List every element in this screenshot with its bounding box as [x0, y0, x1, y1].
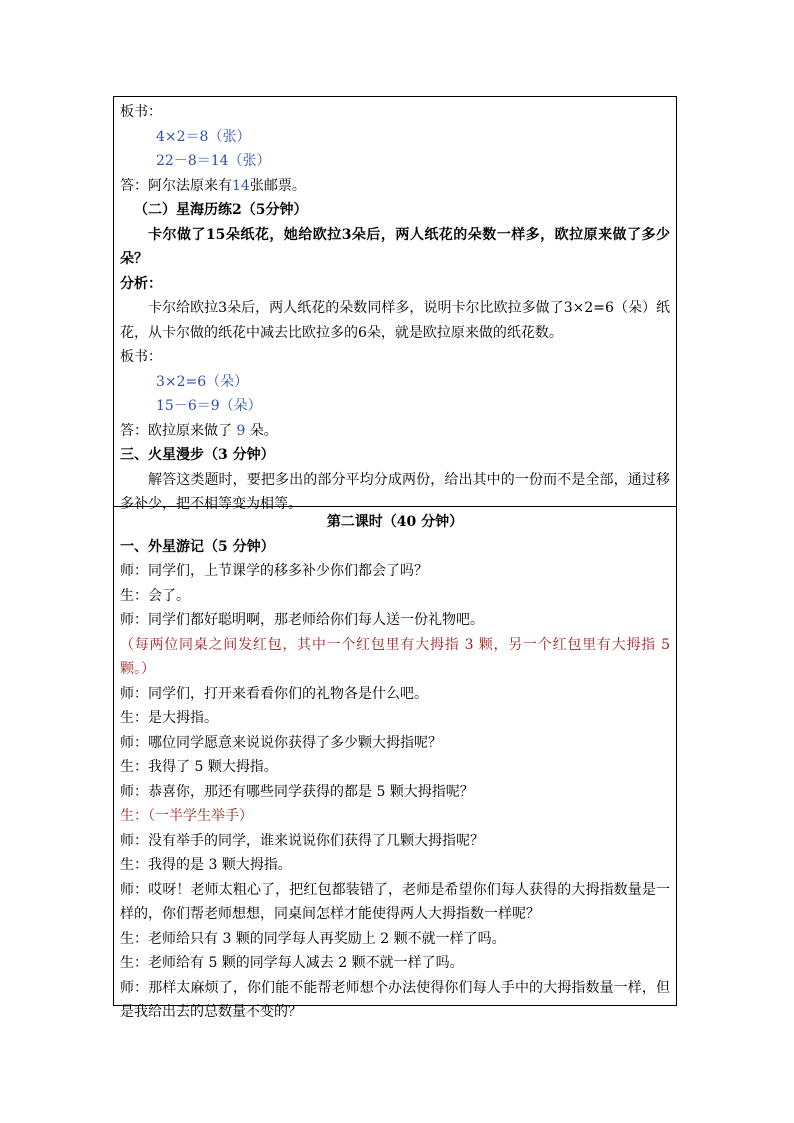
stage-direction: （一半学生举手）: [148, 808, 253, 824]
answer-number: 14: [232, 177, 250, 194]
dialogue-line: 师：没有举手的同学，谁来说说你们获得了几颗大拇指呢？: [120, 832, 484, 849]
dialogue-line: 师：恭喜你，那还有哪些同学获得的都是 5 颗大拇指呢？: [120, 783, 474, 800]
answer-line: 答：欧拉原来做了 9 朵。: [120, 422, 278, 439]
problem-text: 卡尔做了15朵纸花，她给欧拉3朵后，两人纸花的朵数一样多，欧拉原来做了多少朵？: [120, 226, 670, 267]
dialogue-line: 生：是大拇指。: [120, 710, 218, 726]
dialogue-line: 师：哎呀！老师太粗心了，把红包都装错了，老师是希望你们每人获得的大拇指数量是一样的，你们帮老师想想，同桌间怎样才能使得两人大拇指数一样呢？: [120, 881, 670, 922]
analysis-text: 卡尔给欧拉3朵后，两人纸花的朵数同样多，说明卡尔比欧拉多做了3×2=6（朵）纸花，从卡尔做的纸花中减去比欧拉多的6朵，就是欧拉原来做的纸花数。: [120, 300, 670, 341]
table-cell-lesson1: [113, 96, 677, 512]
section-heading: （二）星海历练2（5分钟）: [134, 202, 308, 218]
section-heading: 一、外星游记（5 分钟）: [120, 538, 275, 555]
lesson-plan-table: [113, 96, 677, 1020]
answer-number: 9: [232, 422, 246, 439]
lesson-title: 第二课时（40 分钟）: [326, 514, 464, 530]
dialogue-line: 生：我得的是 3 颗大拇指。: [120, 857, 292, 873]
board-equation: 15－6＝9（朵）: [156, 398, 262, 414]
analysis-label: 分析：: [120, 275, 162, 292]
dialogue-line: 生：我得了 5 颗大拇指。: [120, 759, 278, 775]
dialogue-line: 师：同学们都好聪明啊，那老师给你们每人送一份礼物吧。: [120, 612, 484, 628]
dialogue-line: 生：老师给有 5 颗的同学每人减去 2 颗不就一样了吗。: [120, 955, 464, 971]
board-equation: 22－8＝14（张）: [156, 153, 271, 169]
answer-line: 答：阿尔法原来有14张邮票。: [120, 177, 306, 194]
section-heading: 三、火星漫步（3 分钟）: [120, 447, 275, 463]
board-label: 板书：: [120, 349, 162, 365]
dialogue-line: 师：同学们，打开来看看你们的礼物各是什么吧。: [120, 685, 428, 702]
dialogue-line: 师：那样太麻烦了，你们能不能帮老师想个办法使得你们每人手中的大拇指数量一样，但是我给出去的总数量不变的？: [120, 979, 670, 1020]
dialogue-line: 师：哪位同学愿意来说说你获得了多少颗大拇指呢？: [120, 734, 442, 751]
board-label: 板书：: [120, 104, 162, 120]
board-equation: 3×2=6（朵）: [156, 373, 249, 390]
dialogue-line: 生：老师给只有 3 颗的同学每人再奖励上 2 颗不就一样了吗。: [120, 930, 506, 947]
dialogue-line: 师：同学们，上节课学的移多补少你们都会了吗？: [120, 563, 428, 579]
table-cell-lesson2: [113, 507, 677, 1020]
stage-direction: （每两位同桌之间发红包，其中一个红包里有大拇指 3 颗，另一个红包里有大拇指 5 颗。）: [120, 636, 670, 677]
summary-text: 解答这类题时，要把多出的部分平均分成两份，给出其中的一份而不是全部，通过移多补少，把不相等变为相等。: [120, 471, 670, 512]
dialogue-line: 生：（一半学生举手）: [120, 808, 253, 824]
board-equation: 4×2＝8（张）: [156, 128, 251, 145]
dialogue-line: 生：会了。: [120, 587, 190, 604]
